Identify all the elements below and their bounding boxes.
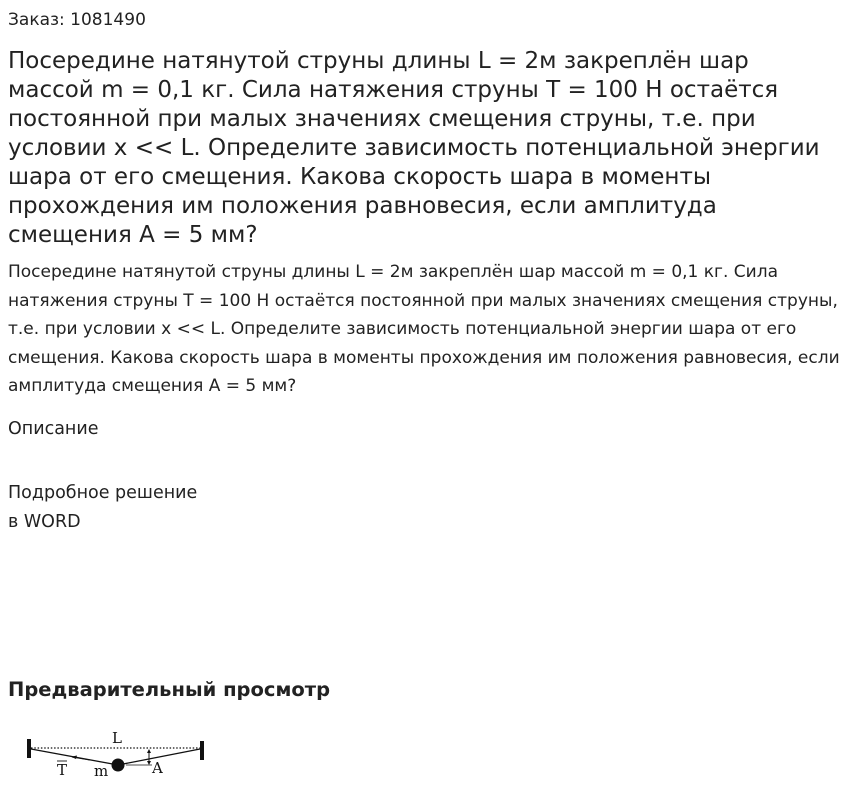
order-number: Заказ: 1081490 [8,10,146,30]
preview-image [16,724,212,780]
amplitude-arrowhead-top [147,749,151,753]
solution-note [8,479,408,536]
label-mass: m [94,762,109,780]
solution-note-line-1: Подробное решение [8,483,198,503]
task-description: Посередине натянутой струны длины L = 2м закреплён шар массой m = 0,1 кг. Сила натяжения струны T = 100 Н остаётся постоянной при малых значениях смещения струны, т.е. при условии x << L. Определите зависимость потенциальной энергии шара от его смещения. Какова скорость шара в моменты прохождения им положения равновесия, если амплитуда смещения A = 5 мм? [8,262,840,397]
solution-note-line-2: в WORD [8,511,81,532]
label-length: L [112,729,122,747]
description-label: Описание [8,419,99,439]
right-clamp [200,741,204,760]
task-title: Посередине натянутой струны длины L = 2м закреплён шар массой m = 0,1 кг. Сила натяжения струны T = 100 Н остаётся постоянной при малых значениях смещения струны, т.е. при условии x << L. Определите зависимость потенциальной энергии шара от его смещения. Какова скорость шара в моменты прохождения им положения равновесия, если амплитуда смещения A = 5 мм? [8,48,820,248]
amplitude-arrowhead-bottom [147,761,151,765]
ball [112,759,125,772]
label-amplitude: A [152,759,163,777]
label-tension: T [57,761,68,779]
preview-heading: Предварительный просмотр [8,678,331,701]
left-clamp [27,739,31,758]
